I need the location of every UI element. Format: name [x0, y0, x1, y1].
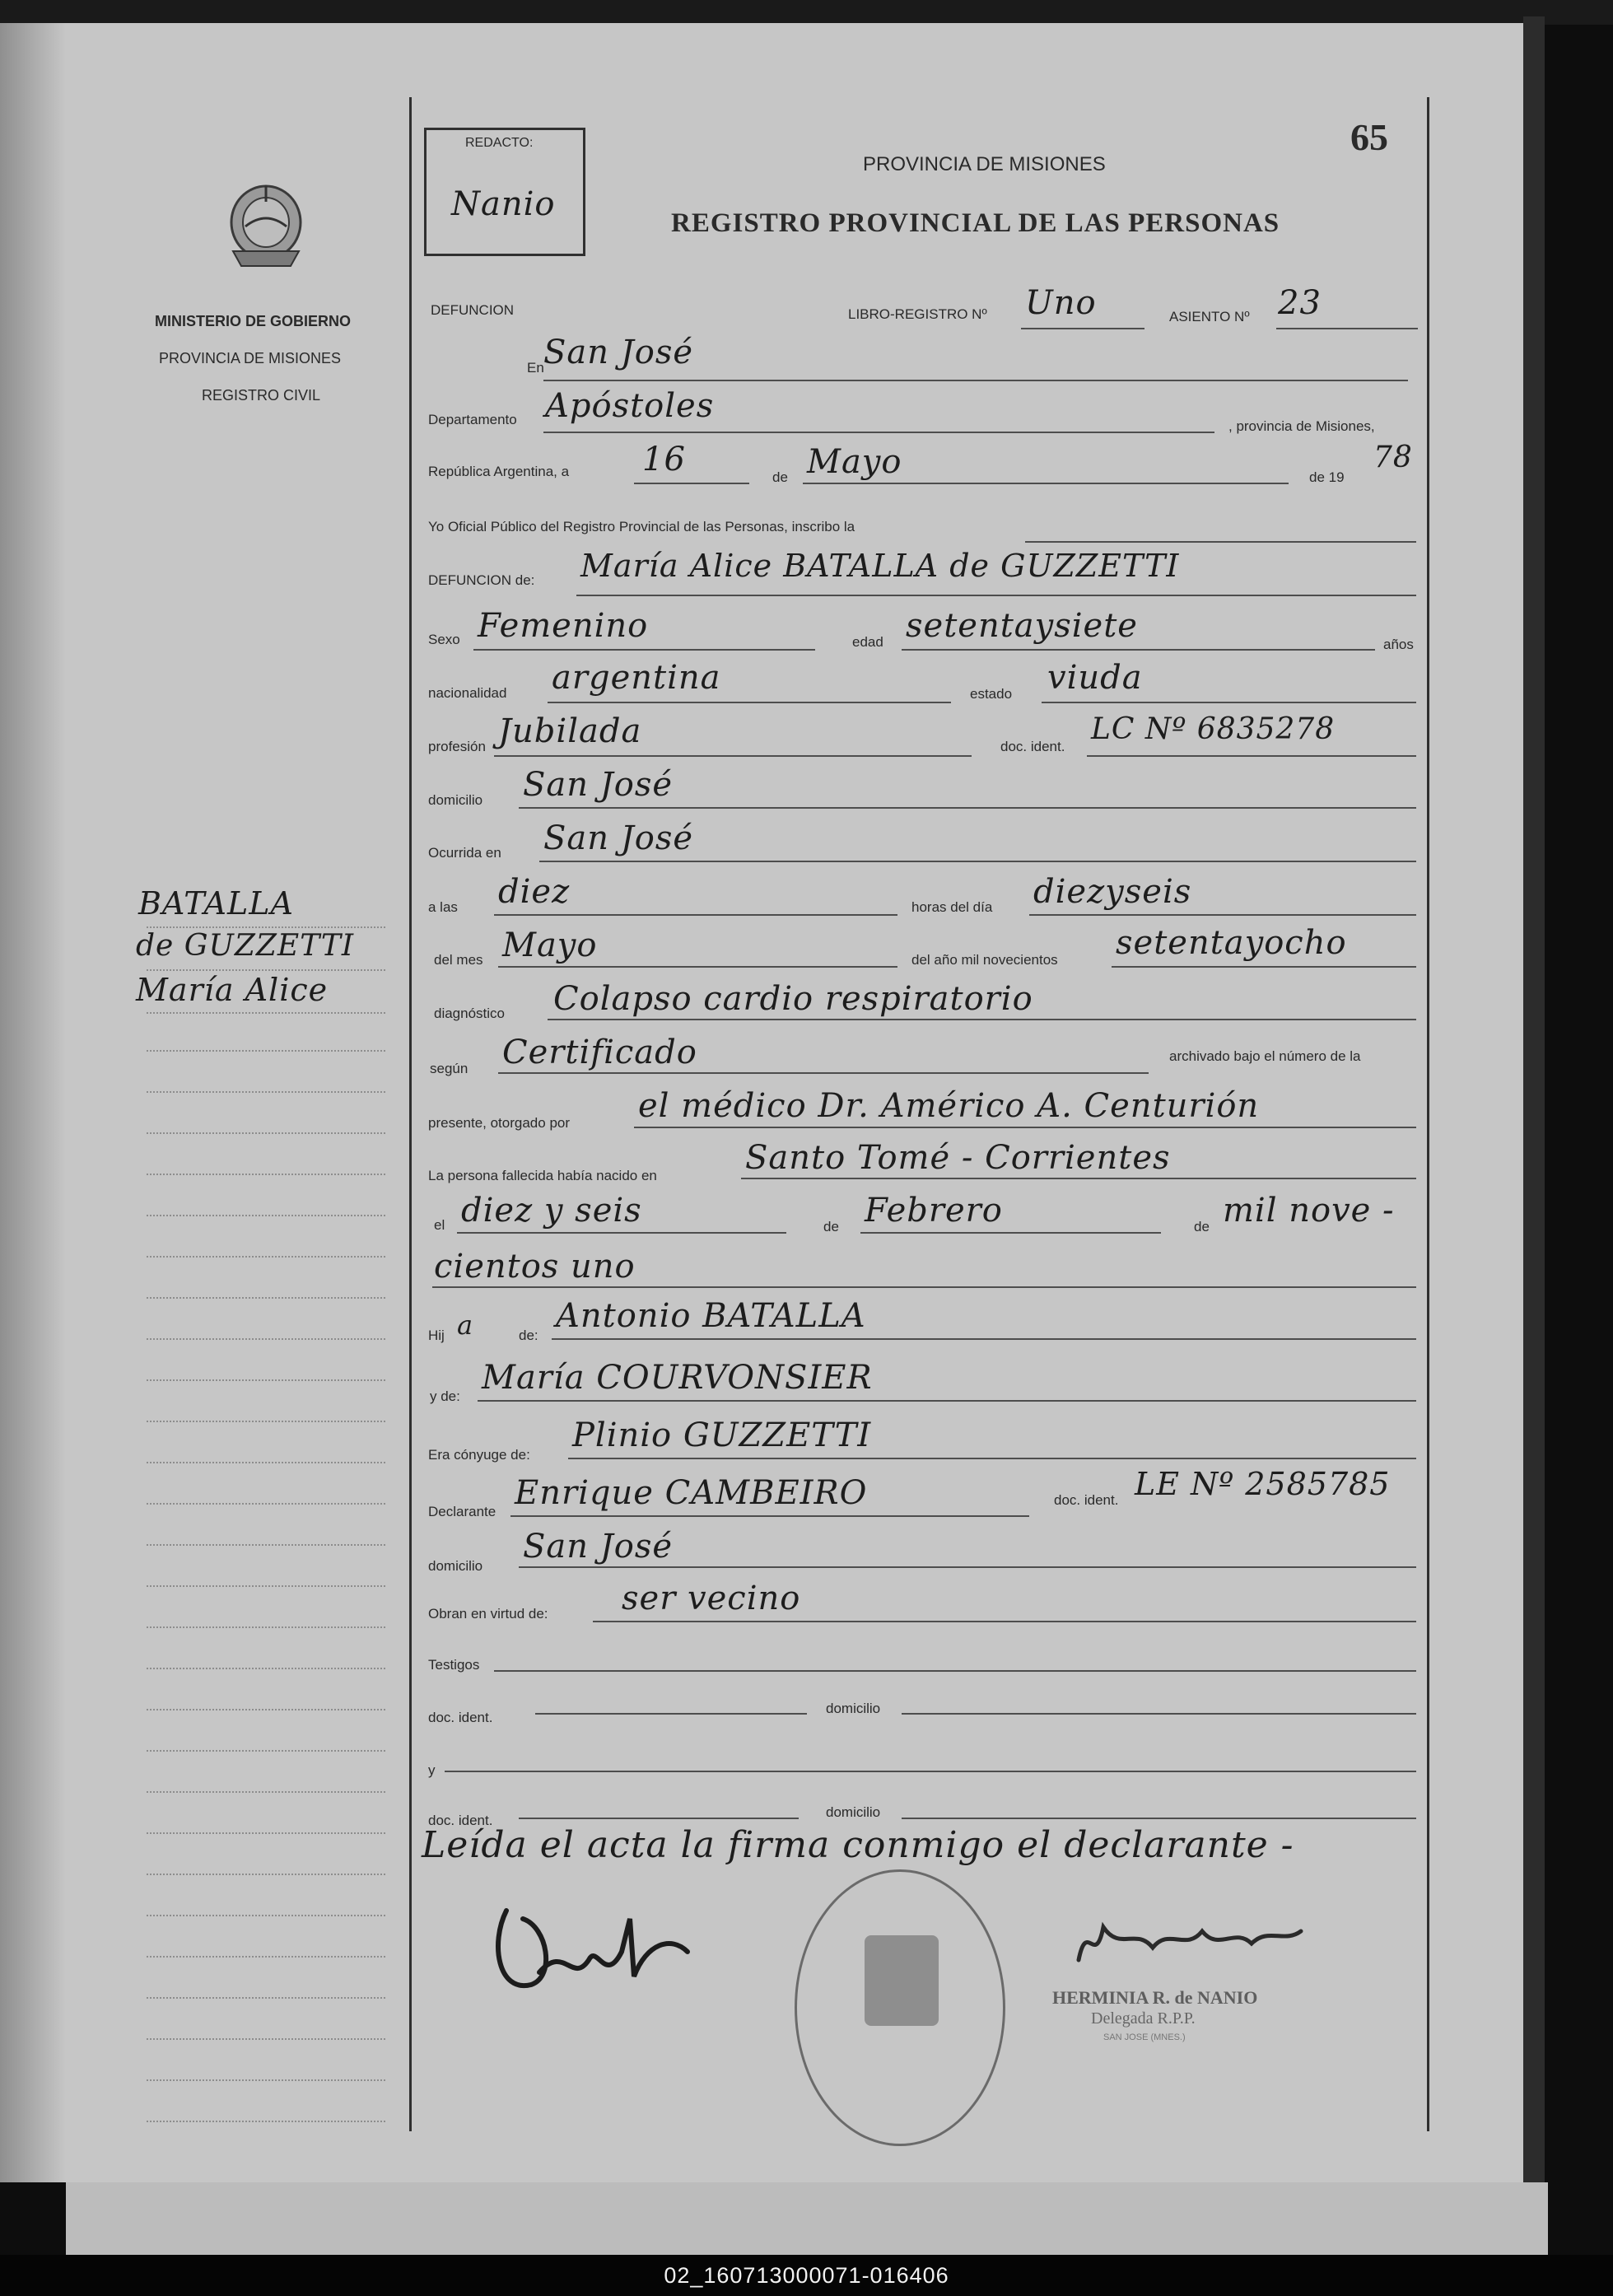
domicilio-line: [519, 807, 1416, 809]
page-number: 65: [1350, 116, 1388, 158]
witness2-domicilio-line: [902, 1818, 1416, 1819]
departamento-line: [543, 432, 1214, 433]
birth-year-de-label: de: [1194, 1219, 1210, 1234]
official-place: SAN JOSE (MNES.): [1103, 2032, 1186, 2042]
act-type-label: DEFUNCION: [431, 302, 515, 318]
seal-emblem-icon: [865, 1935, 939, 2026]
hij-suffix: a: [457, 1309, 474, 1341]
witness2-doc-label: doc. ident.: [428, 1813, 493, 1828]
official-title: Delegada R.P.P.: [1091, 2009, 1196, 2028]
alas-value: diez: [498, 873, 571, 911]
edad-line: [902, 649, 1375, 651]
libro-line: [1021, 328, 1144, 329]
margin-surname: BATALLA: [138, 885, 294, 922]
margin-rule: [147, 1956, 385, 1958]
birth-day-line: [457, 1232, 786, 1234]
delmes-label: del mes: [434, 952, 483, 968]
margin-rule: [147, 1915, 385, 1916]
declarante-domicilio-value: San José: [523, 1528, 674, 1566]
segun-label: según: [430, 1061, 469, 1076]
birth-month-value: Febrero: [865, 1192, 1003, 1230]
ocurrida-label: Ocurrida en: [428, 845, 501, 861]
book-cover-top: [0, 0, 1613, 25]
margin-rule: [147, 1544, 385, 1546]
margin-rule: [147, 1050, 385, 1052]
margin-rule: [147, 1338, 385, 1340]
mother-name: María COURVONSIER: [482, 1359, 873, 1397]
nacido-label: La persona fallecida había nacido en: [428, 1168, 657, 1183]
margin-rule: [147, 1132, 385, 1134]
margin-rule: [147, 1091, 385, 1093]
ocurrida-value: San José: [543, 819, 694, 857]
margin-rule: [147, 1012, 385, 1014]
witness1-doc-line: [535, 1713, 807, 1715]
presente-label: presente, otorgado por: [428, 1115, 571, 1131]
official-signature: [1070, 1911, 1317, 1976]
nacionalidad-line: [548, 702, 951, 703]
doc-ident-label: doc. ident.: [1000, 739, 1065, 754]
month-de-label: de: [772, 469, 788, 485]
departamento-value: Apóstoles: [545, 387, 715, 425]
scan-id-text: 02_160713000071-016406: [664, 2262, 949, 2288]
oficial-statement: Yo Oficial Público del Registro Provincial de las Personas, inscribo la: [428, 519, 855, 534]
scan-id-footer: [0, 2255, 1613, 2296]
margin-rule: [147, 1379, 385, 1381]
margin-rule: [147, 969, 385, 971]
month-value: Mayo: [807, 443, 902, 481]
nacido-value: Santo Tomé - Corrientes: [745, 1139, 1171, 1177]
testigos-line: [494, 1670, 1416, 1672]
year-prefix-label: de 19: [1309, 469, 1345, 485]
delanio-value: setentayocho: [1116, 924, 1347, 962]
birth-month-line: [860, 1232, 1161, 1234]
nacionalidad-label: nacionalidad: [428, 685, 507, 701]
margin-rule: [147, 1626, 385, 1628]
margin-rule: [147, 1215, 385, 1216]
profesion-value: Jubilada: [498, 712, 642, 750]
margin-rule: [147, 2079, 385, 2081]
ocurrida-line: [539, 861, 1416, 862]
doc-ident-line: [1087, 755, 1416, 757]
conyuge-label: Era cónyuge de:: [428, 1447, 530, 1463]
margin-rule: [147, 1750, 385, 1752]
birth-year-continued: cientos uno: [434, 1248, 636, 1286]
declarante-domicilio-label: domicilio: [428, 1558, 483, 1574]
ministry-province: PROVINCIA DE MISIONES: [159, 350, 342, 366]
father-name: Antonio BATALLA: [556, 1297, 866, 1335]
witness1-domicilio-line: [902, 1713, 1416, 1715]
delmes-value: Mayo: [502, 926, 598, 964]
en-line: [543, 380, 1408, 381]
month-line: [803, 483, 1289, 484]
sexo-line: [473, 649, 815, 651]
republica-label: República Argentina, a: [428, 464, 570, 479]
margin-rule: [147, 1874, 385, 1875]
sexo-label: Sexo: [428, 632, 460, 647]
margin-rule: [147, 1832, 385, 1834]
diagnostico-label: diagnóstico: [434, 1006, 506, 1021]
ministry-title: MINISTERIO DE GOBIERNO: [155, 313, 352, 329]
declarante-name: Enrique CAMBEIRO: [515, 1474, 868, 1512]
form-right-border: [1427, 97, 1429, 2131]
province-heading: PROVINCIA DE MISIONES: [863, 153, 1106, 175]
profesion-label: profesión: [428, 739, 486, 754]
hij-label: Hij: [428, 1328, 445, 1343]
asiento-value: 23: [1278, 284, 1322, 322]
margin-rule: [147, 1462, 385, 1463]
mother-line: [478, 1400, 1416, 1402]
margin-given-name: María Alice: [136, 972, 329, 1008]
profesion-line: [494, 755, 972, 757]
margin-rule: [147, 1709, 385, 1710]
margin-rule: [147, 2121, 385, 2122]
witness1-doc-label: doc. ident.: [428, 1710, 493, 1725]
alas-line: [494, 914, 897, 916]
libro-label: LIBRO-REGISTRO Nº: [848, 306, 987, 322]
birth-year-line: [432, 1286, 1416, 1288]
page-bottom-margin: [66, 2182, 1548, 2255]
closing-statement: Leída el acta la firma conmigo el declarante -: [422, 1824, 1294, 1866]
estado-value: viuda: [1047, 659, 1143, 697]
provincial-emblem-icon: [221, 177, 311, 276]
book-edge: [1523, 16, 1545, 2182]
edad-value: setentaysiete: [906, 607, 1138, 645]
witness2-line: [445, 1771, 1416, 1772]
margin-married-name: de GUZZETTI: [136, 929, 355, 963]
domicilio-value: San José: [523, 766, 674, 804]
testigos-label: Testigos: [428, 1657, 480, 1673]
declarante-line: [510, 1515, 1029, 1517]
obran-value: ser vecino: [622, 1580, 801, 1617]
asiento-line: [1276, 328, 1418, 329]
horas-value: diezyseis: [1033, 873, 1192, 911]
margin-rule: [147, 1174, 385, 1175]
horas-label: horas del día: [911, 899, 993, 915]
declarante-doc-value: LE Nº 2585785: [1135, 1466, 1391, 1502]
margin-rule: [147, 1791, 385, 1793]
witness2-domicilio-label: domicilio: [826, 1804, 881, 1820]
margin-rule: [147, 1256, 385, 1258]
departamento-label: Departamento: [428, 412, 517, 427]
alas-label: a las: [428, 899, 458, 915]
diagnostico-line: [548, 1019, 1416, 1020]
segun-value: Certificado: [502, 1034, 697, 1071]
nacido-line: [741, 1178, 1416, 1179]
edad-label: edad: [852, 634, 883, 650]
en-value: San José: [543, 334, 694, 371]
doc-ident-value: LC Nº 6835278: [1091, 712, 1336, 746]
declarante-label: Declarante: [428, 1504, 496, 1519]
en-label: En: [527, 360, 544, 376]
delmes-line: [498, 966, 897, 968]
margin-rule: [147, 1997, 385, 1999]
libro-value: Uno: [1025, 284, 1097, 322]
segun-line: [498, 1072, 1149, 1074]
ministry-registry: REGISTRO CIVIL: [202, 387, 321, 404]
oficial-line: [1025, 541, 1416, 543]
margin-rule: [147, 1503, 385, 1505]
presente-line: [634, 1127, 1416, 1128]
nacionalidad-value: argentina: [552, 659, 721, 697]
birth-year-value: mil nove -: [1223, 1192, 1395, 1230]
obran-line: [593, 1621, 1416, 1622]
asiento-label: ASIENTO Nº: [1169, 309, 1250, 324]
day-value: 16: [642, 441, 686, 478]
margin-rule: [147, 1585, 385, 1587]
official-name: HERMINIA R. de NANIO: [1052, 1987, 1258, 2008]
declarante-signature: [482, 1894, 712, 2009]
diagnostico-value: Colapso cardio respiratorio: [553, 980, 1033, 1018]
delanio-label: del año mil novecientos: [911, 952, 1058, 968]
estado-line: [1042, 702, 1416, 703]
margin-rule: [147, 2038, 385, 2040]
birth-day-value: diez y seis: [461, 1192, 642, 1230]
madre-de-label: y de:: [430, 1388, 460, 1404]
padre-de-label: de:: [519, 1328, 538, 1343]
margin-rule: [147, 1297, 385, 1299]
el-label: el: [434, 1217, 445, 1233]
obran-label: Obran en virtud de:: [428, 1606, 548, 1622]
spouse-name: Plinio GUZZETTI: [572, 1416, 872, 1454]
form-left-border: [409, 97, 412, 2131]
redacto-label: REDACTO:: [465, 136, 534, 150]
deceased-name: María Alice BATALLA de GUZZETTI: [580, 548, 1180, 584]
estado-label: estado: [970, 686, 1013, 702]
declarante-domicilio-line: [519, 1566, 1416, 1568]
witness2-doc-line: [519, 1818, 799, 1819]
year-value: 78: [1373, 441, 1413, 474]
anos-label: años: [1383, 637, 1414, 652]
presente-value: el médico Dr. Américo A. Centurión: [638, 1087, 1260, 1125]
deceased-name-line: [576, 595, 1416, 596]
provincia-label: , provincia de Misiones,: [1228, 418, 1375, 434]
domicilio-label: domicilio: [428, 792, 483, 808]
archivado-label: archivado bajo el número de la: [1169, 1048, 1361, 1064]
horas-line: [1029, 914, 1416, 916]
margin-rule: [147, 1668, 385, 1669]
page-gutter: [0, 23, 66, 2182]
defuncion-de-label: DEFUNCION de:: [428, 572, 535, 588]
margin-rule: [147, 926, 385, 928]
margin-rule: [147, 1421, 385, 1422]
spouse-line: [568, 1458, 1416, 1459]
delanio-line: [1112, 966, 1416, 968]
redacto-value: Nanio: [451, 185, 556, 223]
witness1-domicilio-label: domicilio: [826, 1701, 881, 1716]
declarante-doc-label: doc. ident.: [1054, 1492, 1119, 1508]
birth-month-de-label: de: [823, 1219, 839, 1234]
day-line: [634, 483, 749, 484]
witness-y-label: y: [428, 1762, 436, 1778]
sexo-value: Femenino: [478, 607, 649, 645]
registry-heading: REGISTRO PROVINCIAL DE LAS PERSONAS: [671, 208, 1280, 238]
father-line: [552, 1338, 1416, 1340]
